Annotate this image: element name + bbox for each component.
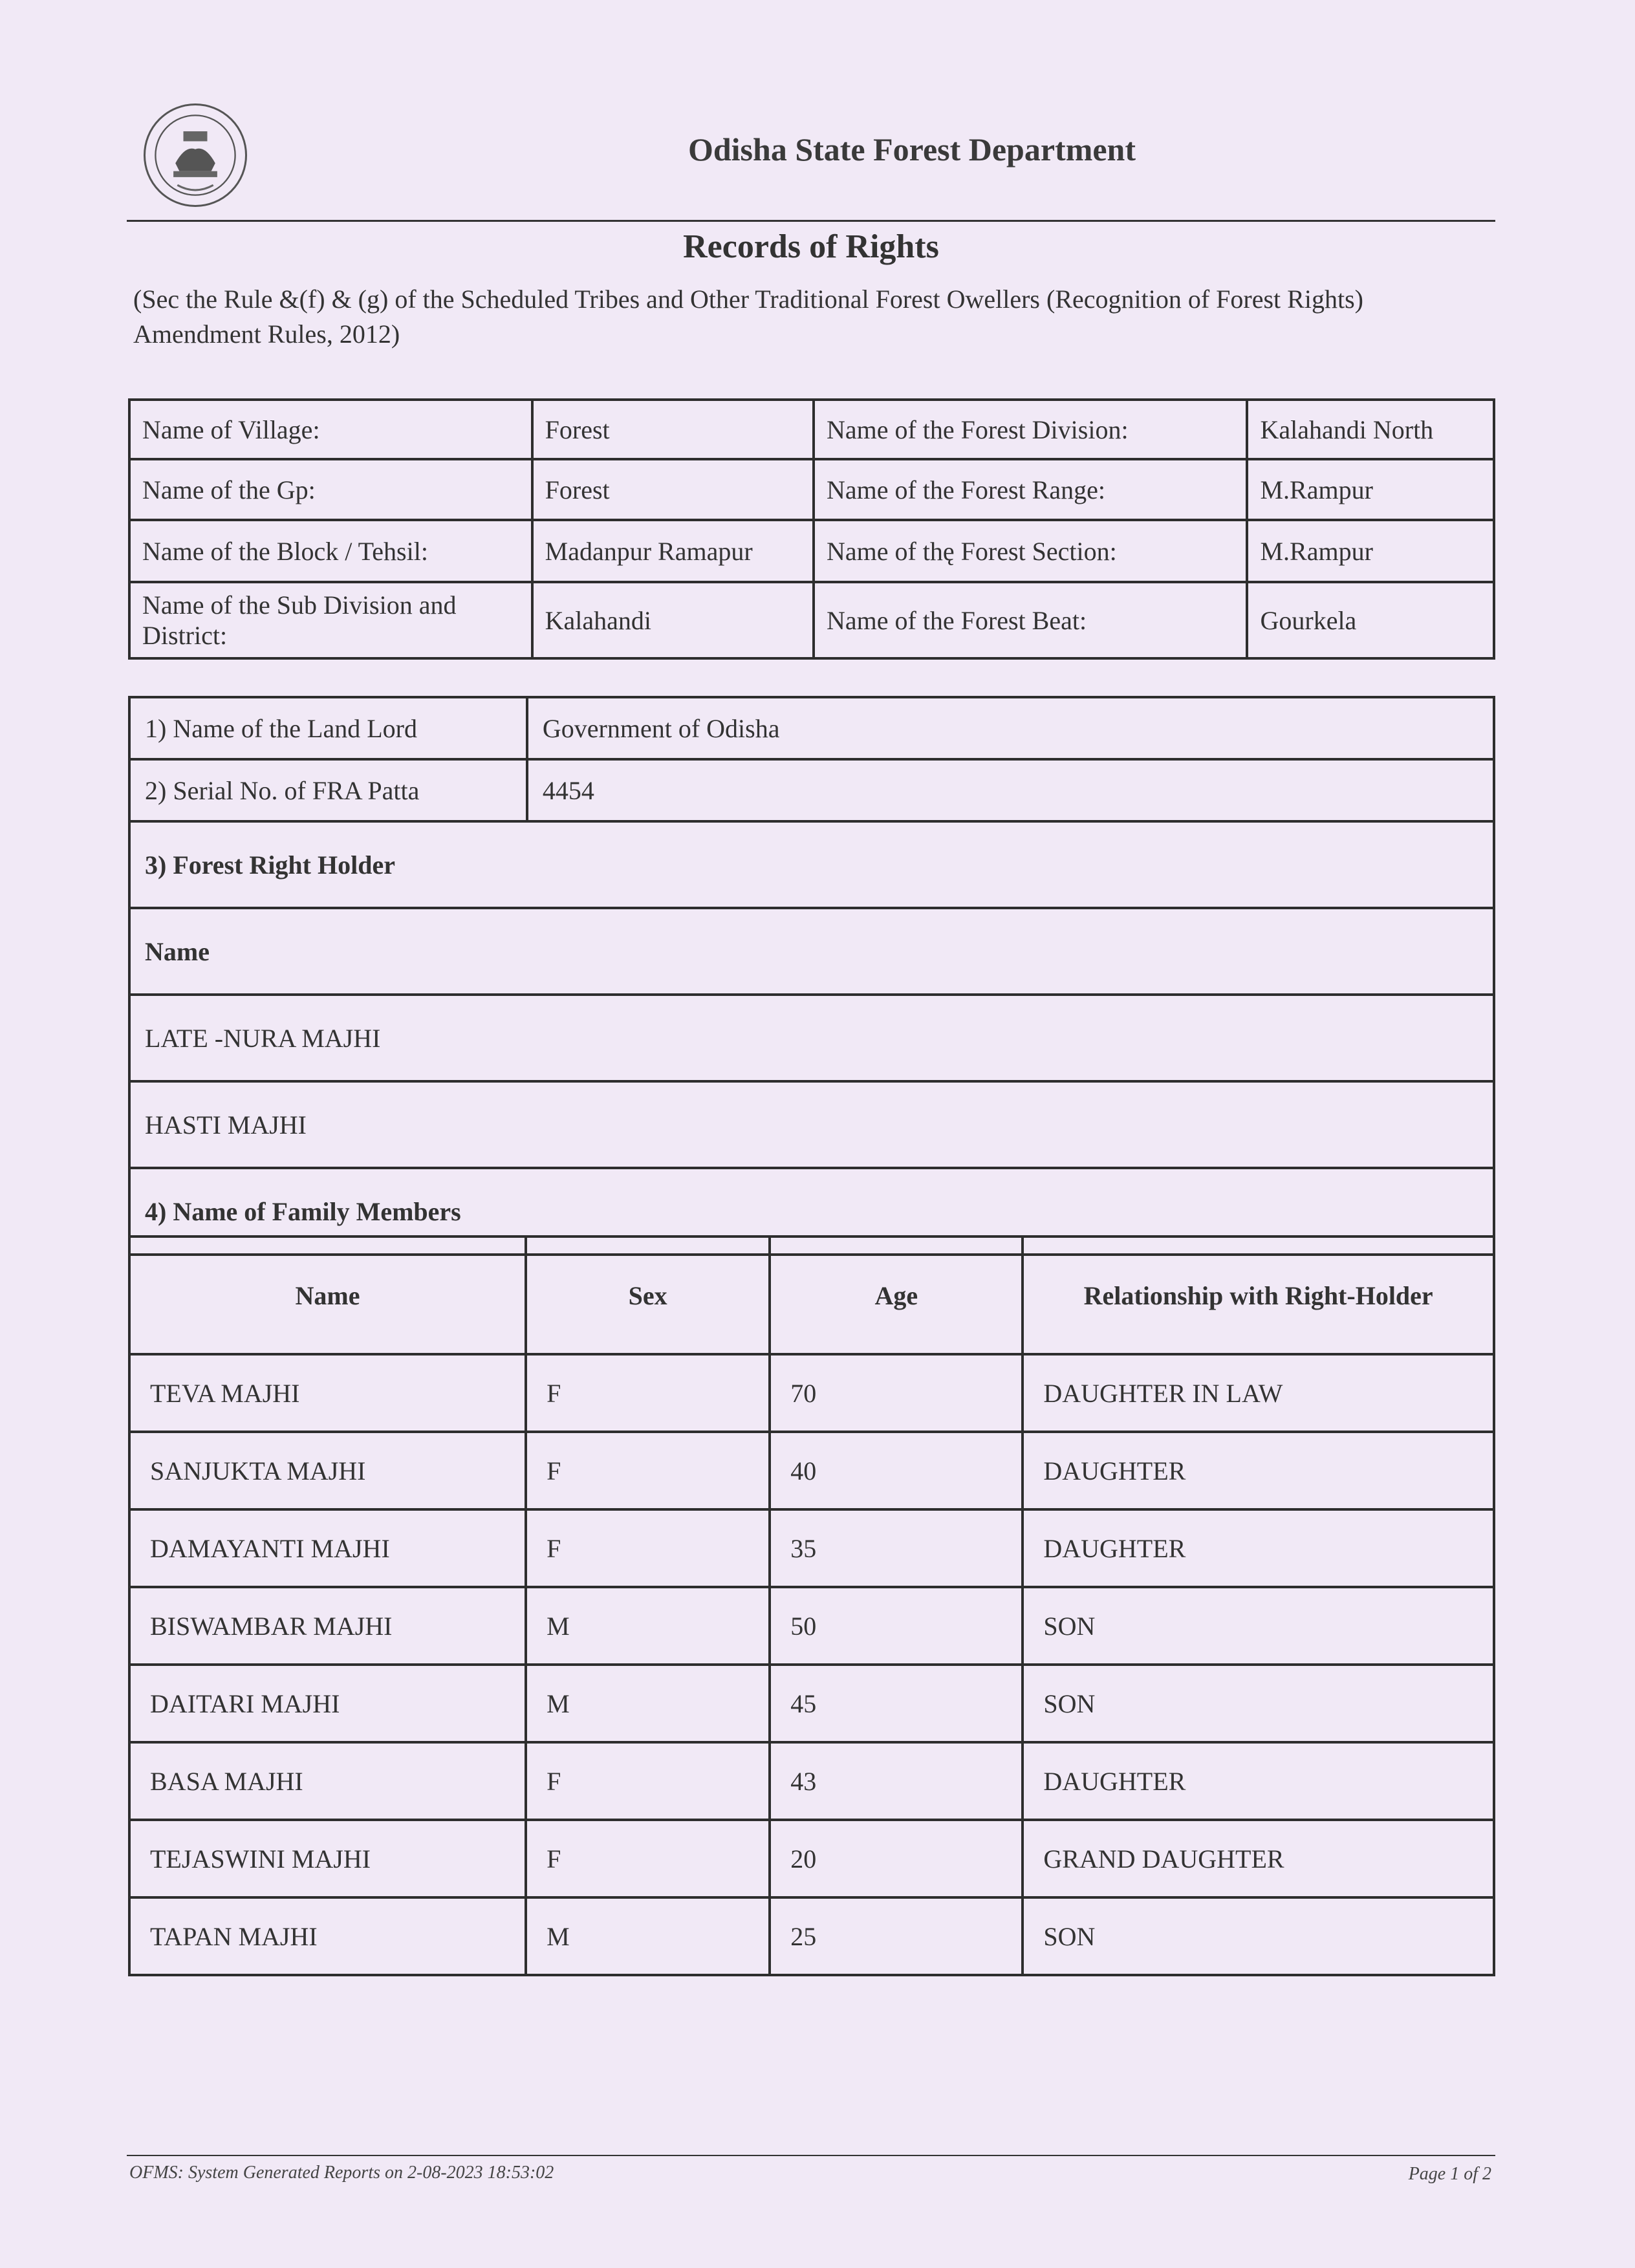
land-lord-label: 1) Name of the Land Lord xyxy=(129,697,527,759)
location-table xyxy=(128,398,1495,660)
serial-value: 4454 xyxy=(527,759,1494,821)
table-row xyxy=(129,1897,1494,1975)
block-value: Madanpur Ramapur xyxy=(532,520,814,582)
member-name: BISWAMBAR MAJHI xyxy=(129,1587,526,1665)
table-row xyxy=(129,400,1494,459)
holder-name: LATE -NURA MAJHI xyxy=(129,995,1494,1081)
table-row xyxy=(129,582,1494,658)
member-relation: DAUGHTER IN LAW xyxy=(1023,1354,1494,1432)
range-value: M.Rampur xyxy=(1247,459,1494,520)
member-sex: F xyxy=(526,1432,770,1509)
member-relation: SON xyxy=(1023,1587,1494,1665)
member-relation: DAUGHTER xyxy=(1023,1742,1494,1820)
table-row xyxy=(129,1509,1494,1587)
village-value: Forest xyxy=(532,400,814,459)
village-label: Name of Village: xyxy=(129,400,532,459)
table-row xyxy=(129,459,1494,520)
member-sex: M xyxy=(526,1897,770,1975)
member-sex: F xyxy=(526,1509,770,1587)
document-subtitle: (Sec the Rule &(f) & (g) of the Scheduled Tribes and Other Traditional Forest Owellers (Recognition of Forest Rights) Amendment Rules, 2012) xyxy=(133,285,1363,349)
member-age: 25 xyxy=(770,1897,1023,1975)
member-relation: DAUGHTER xyxy=(1023,1509,1494,1587)
document-title: Records of Rights xyxy=(683,228,939,265)
member-relation: SON xyxy=(1023,1897,1494,1975)
section-label: Name of thę Forest Section: xyxy=(814,520,1248,582)
member-relation: DAUGHTER xyxy=(1023,1432,1494,1509)
member-age: 35 xyxy=(770,1509,1023,1587)
table-row xyxy=(129,1820,1494,1897)
block-label: Name of the Block / Tehsil: xyxy=(129,520,532,582)
generated-timestamp: OFMS: System Generated Reports on 2-08-2023 18:53:02 xyxy=(129,2163,554,2183)
holder-name: HASTI MAJHI xyxy=(129,1081,1494,1168)
member-name: SANJUKTA MAJHI xyxy=(129,1432,526,1509)
member-name: TEVA MAJHI xyxy=(129,1354,526,1432)
subdivision-value: Kalahandi xyxy=(532,582,814,658)
land-lord-value: Government of Odisha xyxy=(527,697,1494,759)
column-header-name: Name xyxy=(129,1237,526,1354)
section-value: M.Rampur xyxy=(1247,520,1494,582)
table-row xyxy=(129,995,1494,1081)
table-header-row xyxy=(129,1237,1494,1354)
table-row xyxy=(129,1665,1494,1742)
subdivision-label: Name of the Sub Division and District: xyxy=(129,582,532,658)
range-label: Name of the Forest Range: xyxy=(814,459,1248,520)
member-age: 50 xyxy=(770,1587,1023,1665)
member-name: DAITARI MAJHI xyxy=(129,1665,526,1742)
member-relation: SON xyxy=(1023,1665,1494,1742)
holder-heading: 3) Forest Right Holder xyxy=(129,821,1494,908)
table-row xyxy=(129,759,1494,821)
table-row xyxy=(129,520,1494,582)
rights-table xyxy=(128,696,1495,1256)
member-name: BASA MAJHI xyxy=(129,1742,526,1820)
member-name: TEJASWINI MAJHI xyxy=(129,1820,526,1897)
beat-value: Gourkela xyxy=(1247,582,1494,658)
division-value: Kalahandi North xyxy=(1247,400,1494,459)
gp-label: Name of the Gp: xyxy=(129,459,532,520)
page-number: Page 1 of 2 xyxy=(1408,2164,1491,2184)
serial-label: 2) Serial No. of FRA Patta xyxy=(129,759,527,821)
member-name: DAMAYANTI MAJHI xyxy=(129,1509,526,1587)
member-relation: GRAND DAUGHTER xyxy=(1023,1820,1494,1897)
footer-divider xyxy=(127,2155,1495,2156)
table-row xyxy=(129,821,1494,908)
member-sex: F xyxy=(526,1742,770,1820)
gp-value: Forest xyxy=(532,459,814,520)
column-header-age: Age xyxy=(770,1237,1023,1354)
table-row xyxy=(129,908,1494,995)
member-sex: M xyxy=(526,1587,770,1665)
column-header-relationship: Relationship with Right-Holder xyxy=(1023,1237,1494,1354)
member-age: 40 xyxy=(770,1432,1023,1509)
member-age: 45 xyxy=(770,1665,1023,1742)
table-row xyxy=(129,1587,1494,1665)
table-row xyxy=(129,1432,1494,1509)
beat-label: Name of the Forest Beat: xyxy=(814,582,1248,658)
table-row xyxy=(129,1081,1494,1168)
table-row xyxy=(129,1742,1494,1820)
header-divider xyxy=(127,220,1495,222)
table-row xyxy=(129,1354,1494,1432)
member-age: 20 xyxy=(770,1820,1023,1897)
member-sex: F xyxy=(526,1354,770,1432)
department-name: Odisha State Forest Department xyxy=(688,131,1136,167)
column-header-sex: Sex xyxy=(526,1237,770,1354)
odisha-emblem-icon xyxy=(144,103,247,207)
member-age: 70 xyxy=(770,1354,1023,1432)
member-sex: M xyxy=(526,1665,770,1742)
division-label: Name of the Forest Division: xyxy=(814,400,1248,459)
member-name: TAPAN MAJHI xyxy=(129,1897,526,1975)
family-heading: 4) Name of Family Members xyxy=(129,1168,1494,1255)
table-row xyxy=(129,697,1494,759)
member-age: 43 xyxy=(770,1742,1023,1820)
member-sex: F xyxy=(526,1820,770,1897)
family-members-table xyxy=(128,1235,1495,1976)
name-heading: Name xyxy=(129,908,1494,995)
